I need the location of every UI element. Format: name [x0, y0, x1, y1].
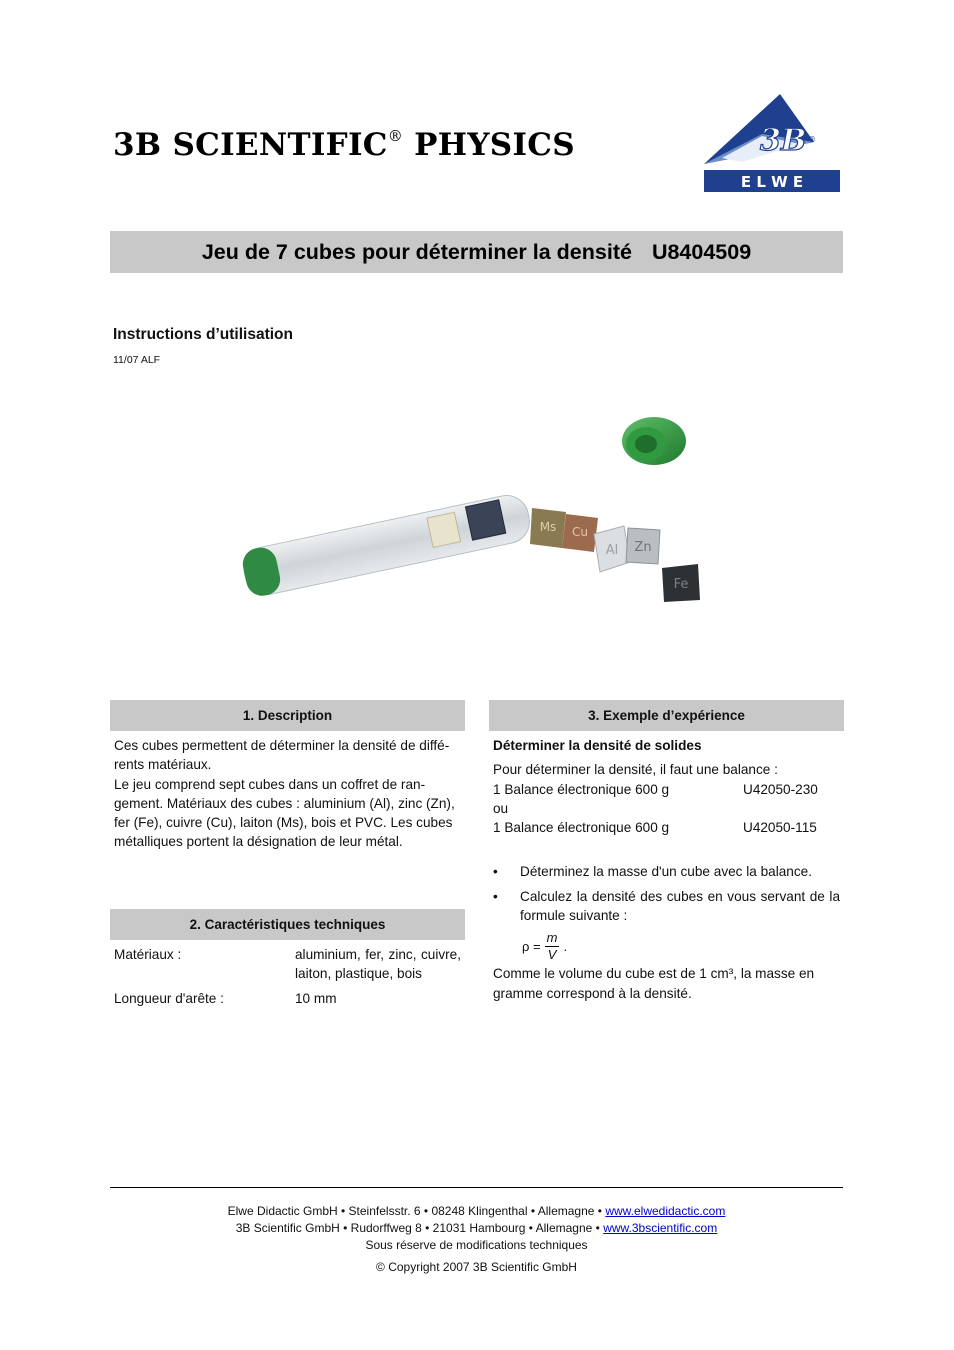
cube-fe-label: Fe	[673, 577, 689, 592]
section-experiment-heading: 3. Exemple d’expérience	[489, 700, 844, 731]
product-title: Jeu de 7 cubes pour déterminer la densité	[201, 239, 632, 264]
cube-cu-label: Cu	[572, 525, 588, 539]
cube-zn-label: Zn	[634, 540, 652, 555]
cube-ms	[530, 508, 566, 548]
bullet-text: Déterminez la masse d'un cube avec la balance.	[520, 864, 813, 880]
section-specs	[110, 909, 465, 1008]
equipment-code: U42050-115	[743, 820, 817, 836]
footer-disclaimer: Sous réserve de modifications techniques	[365, 1238, 588, 1252]
spec-value: aluminium, fer, zinc, cuivre, laiton, plastique, bois	[295, 947, 461, 982]
section-experiment	[489, 700, 844, 1003]
specs-table	[110, 945, 465, 1008]
document-date: 11/07 ALF	[113, 354, 161, 366]
list-item	[493, 887, 840, 926]
bullet-icon: •	[493, 888, 498, 904]
formula-numerator: m	[546, 929, 558, 945]
spec-label: Longueur d'arête :	[114, 990, 224, 1006]
logo-reg-text: ®	[808, 135, 816, 144]
list-item	[493, 862, 840, 881]
description-paragraph-2: Le jeu comprend sept cubes dans un coffret de ran- gement. Matériaux des cubes : aluminium (Al), zinc (Zn), fer (Fe), cuivre (Cu), laiton (Ms), bois et PVC. Les cubes métalliques portent la désignation de leur métal.	[114, 776, 455, 850]
elwe-logo	[702, 92, 842, 194]
logo-graphic	[702, 92, 842, 194]
cube-ms-label: Ms	[539, 520, 557, 534]
cube-cu	[562, 514, 598, 552]
brand-tail: PHYSICS	[403, 127, 575, 163]
product-code: U8404509	[651, 239, 752, 264]
product-title-bar	[110, 231, 843, 273]
equipment-name: 1 Balance électronique 600 g	[493, 781, 670, 797]
section-description-heading: 1. Description	[110, 700, 465, 731]
equipment-row	[493, 799, 840, 818]
footer-address-3b: 3B Scientific GmbH • Rudorffweg 8 • 21031 Hambourg • Allemagne •	[235, 1221, 604, 1235]
spec-label: Matériaux :	[114, 947, 182, 962]
section-specs-heading: 2. Caractéristiques techniques	[110, 909, 465, 940]
spec-row-materials	[110, 945, 465, 984]
footer-line-1	[110, 1203, 843, 1220]
equipment-row	[493, 818, 840, 837]
formula-fraction	[545, 930, 560, 963]
brand-title	[113, 127, 575, 163]
bullet-icon: •	[493, 864, 498, 880]
product-photo	[232, 396, 722, 626]
equipment-name: 1 Balance électronique 600 g	[493, 820, 670, 836]
elwedidactic-link[interactable]: www.elwedidactic.com	[605, 1204, 726, 1218]
cube-fe	[662, 564, 700, 602]
3bscientific-link[interactable]: www.3bscientific.com	[603, 1221, 718, 1235]
cube-al-label: Al	[605, 543, 619, 558]
tube-cube-wood	[427, 512, 461, 547]
tube-cube-pvc	[465, 500, 505, 540]
density-formula	[522, 928, 840, 964]
experiment-conclusion: Comme le volume du cube est de 1 cm³, la masse en gramme correspond à la densité.	[493, 966, 815, 1001]
section-description	[110, 700, 465, 852]
formula-end: .	[563, 938, 568, 954]
bullet-text: Calculez la densité des cubes en vous servant de la formule suivante :	[520, 888, 840, 924]
formula-lhs: ρ =	[522, 938, 541, 954]
equipment-code: U42050-230	[743, 781, 818, 797]
experiment-subheading: Déterminer la densité de solides	[493, 738, 702, 753]
footer-divider	[110, 1187, 843, 1188]
description-paragraph-1: Ces cubes permettent de déterminer la densité de diffé- rents matériaux.	[114, 738, 450, 773]
formula-denominator: V	[547, 946, 557, 962]
registered-mark: ®	[387, 127, 404, 145]
footer-address-elwe: Elwe Didactic GmbH • Steinfelsstr. 6 • 08248 Klingenthal • Allemagne •	[227, 1204, 606, 1218]
footer-copyright: © Copyright 2007 3B Scientific GmbH	[376, 1260, 577, 1274]
brand-main: 3B SCIENTIFIC	[113, 127, 388, 163]
product-photo-graphic	[232, 396, 722, 626]
footer-line-2	[110, 1220, 843, 1237]
spec-value: 10 mm	[295, 990, 337, 1006]
logo-band-text: E L W E	[740, 173, 804, 191]
equipment-row	[493, 780, 840, 799]
cube-zn	[626, 528, 660, 564]
equipment-name: ou	[493, 800, 509, 816]
spec-row-edge-length	[110, 989, 465, 1008]
section-description-body	[110, 736, 465, 852]
experiment-intro: Pour déterminer la densité, il faut une balance :	[493, 762, 778, 778]
section-experiment-body	[489, 736, 844, 1003]
green-cap	[622, 417, 686, 465]
logo-3b-text: 3B	[760, 123, 807, 158]
instructions-heading: Instructions d’utilisation	[113, 326, 293, 343]
